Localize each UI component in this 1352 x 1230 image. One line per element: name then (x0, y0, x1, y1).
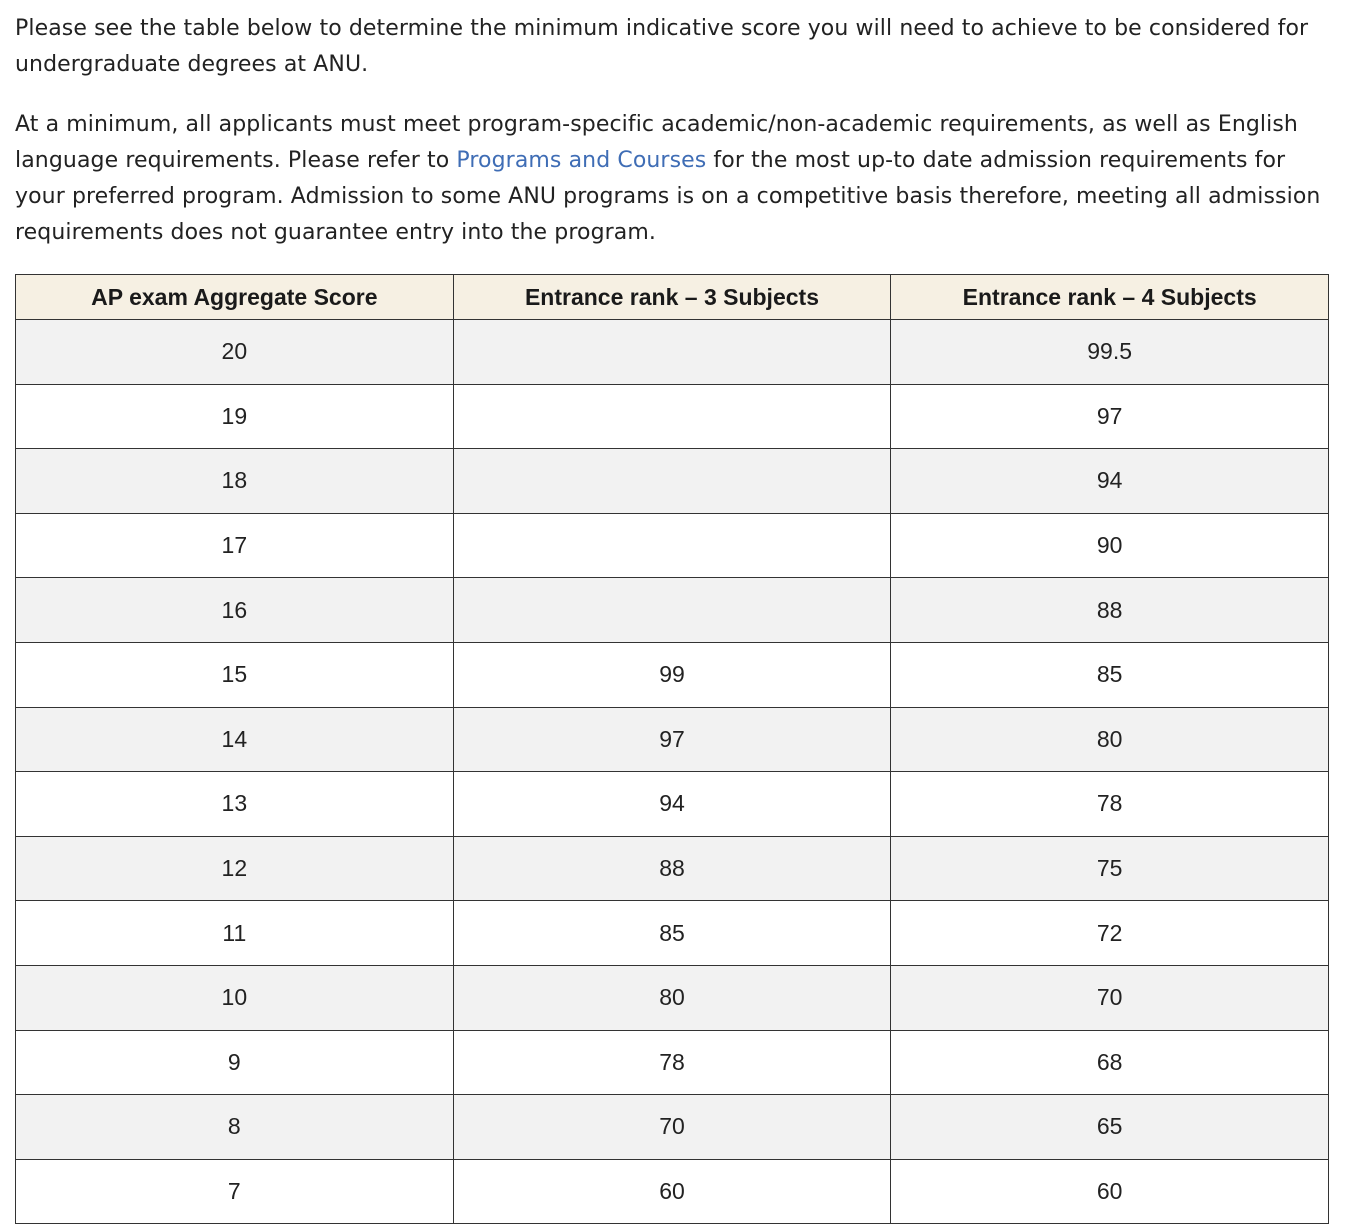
table-row (16, 1030, 1329, 1095)
cell-rank-3-subjects: 94 (453, 772, 891, 837)
cell-ap-score: 20 (16, 320, 454, 385)
table-row (16, 513, 1329, 578)
cell-ap-score: 16 (16, 578, 454, 643)
cell-ap-score: 13 (16, 772, 454, 837)
table-row (16, 384, 1329, 449)
cell-rank-4-subjects: 60 (891, 1159, 1329, 1224)
cell-rank-3-subjects (453, 449, 891, 514)
cell-rank-4-subjects: 94 (891, 449, 1329, 514)
intro-paragraph-2 (15, 107, 1335, 251)
table-row (16, 901, 1329, 966)
cell-rank-3-subjects: 85 (453, 901, 891, 966)
cell-ap-score: 19 (16, 384, 454, 449)
cell-rank-3-subjects: 88 (453, 836, 891, 901)
cell-ap-score: 15 (16, 642, 454, 707)
cell-rank-4-subjects: 97 (891, 384, 1329, 449)
intro-paragraph-2-text-before: At a minimum, all applicants must meet program-specific academic/non-academic requirements, as well as English language requirements. Please refer to (15, 112, 1298, 173)
header-ap-score: AP exam Aggregate Score (16, 275, 454, 320)
cell-ap-score: 7 (16, 1159, 454, 1224)
cell-rank-3-subjects: 80 (453, 965, 891, 1030)
table-row (16, 707, 1329, 772)
cell-rank-3-subjects (453, 578, 891, 643)
cell-rank-4-subjects: 80 (891, 707, 1329, 772)
header-rank-4-subjects: Entrance rank – 4 Subjects (891, 275, 1329, 320)
cell-ap-score: 12 (16, 836, 454, 901)
intro-section (15, 0, 1335, 251)
table-row (16, 772, 1329, 837)
intro-paragraph-2-text-after: for the most up-to date admission requirements for your preferred program. Admission to some ANU programs is on a competitive basis therefore, meeting all admission requirements does not guarantee entry into the program. (15, 148, 1321, 245)
cell-ap-score: 9 (16, 1030, 454, 1095)
cell-rank-3-subjects (453, 320, 891, 385)
table-row (16, 1159, 1329, 1224)
cell-rank-3-subjects: 99 (453, 642, 891, 707)
cell-rank-4-subjects: 88 (891, 578, 1329, 643)
table-row (16, 449, 1329, 514)
cell-rank-3-subjects (453, 513, 891, 578)
cell-ap-score: 10 (16, 965, 454, 1030)
cell-rank-3-subjects: 78 (453, 1030, 891, 1095)
cell-ap-score: 8 (16, 1095, 454, 1160)
cell-rank-4-subjects: 90 (891, 513, 1329, 578)
table-row (16, 320, 1329, 385)
cell-rank-4-subjects: 72 (891, 901, 1329, 966)
cell-rank-4-subjects: 65 (891, 1095, 1329, 1160)
table-row (16, 836, 1329, 901)
intro-paragraph-1: Please see the table below to determine the minimum indicative score you will need to achieve to be considered for undergraduate degrees at ANU. (15, 16, 1309, 77)
table-row (16, 1095, 1329, 1160)
cell-rank-4-subjects: 68 (891, 1030, 1329, 1095)
cell-rank-3-subjects: 60 (453, 1159, 891, 1224)
cell-rank-4-subjects: 85 (891, 642, 1329, 707)
score-table (15, 274, 1329, 1224)
cell-rank-3-subjects: 70 (453, 1095, 891, 1160)
programs-and-courses-link[interactable]: Programs and Courses (456, 148, 707, 173)
table-row (16, 965, 1329, 1030)
table-row (16, 578, 1329, 643)
table-row (16, 642, 1329, 707)
cell-rank-3-subjects (453, 384, 891, 449)
cell-rank-4-subjects: 78 (891, 772, 1329, 837)
cell-rank-4-subjects: 70 (891, 965, 1329, 1030)
cell-rank-3-subjects: 97 (453, 707, 891, 772)
cell-ap-score: 17 (16, 513, 454, 578)
table-header-row (16, 275, 1329, 320)
cell-ap-score: 14 (16, 707, 454, 772)
cell-rank-4-subjects: 75 (891, 836, 1329, 901)
cell-ap-score: 11 (16, 901, 454, 966)
header-rank-3-subjects: Entrance rank – 3 Subjects (453, 275, 891, 320)
cell-rank-4-subjects: 99.5 (891, 320, 1329, 385)
cell-ap-score: 18 (16, 449, 454, 514)
